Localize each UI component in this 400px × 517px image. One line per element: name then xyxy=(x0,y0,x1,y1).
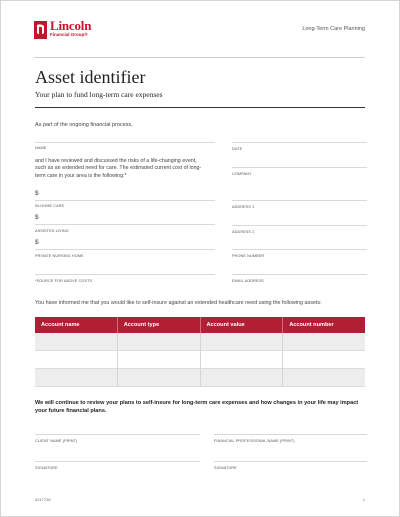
email-label: EMAIL ADDRESS xyxy=(232,279,264,283)
table-cell[interactable] xyxy=(201,369,284,386)
table-row xyxy=(35,333,365,351)
assets-intro-text: You have informed me that you would like to self-insure against an extended healthcare need using the following assets: xyxy=(35,300,322,306)
email-field[interactable] xyxy=(232,274,367,275)
title-divider xyxy=(35,107,365,108)
client-signature-label: SIGNATURE xyxy=(35,466,58,470)
date-field[interactable] xyxy=(232,142,367,143)
page-title: Asset identifier xyxy=(35,67,146,87)
client-name-field[interactable] xyxy=(35,434,200,435)
table-cell[interactable] xyxy=(283,369,365,386)
table-cell[interactable] xyxy=(35,369,118,386)
logo-name: Lincoln xyxy=(50,18,92,33)
table-cell[interactable] xyxy=(118,333,201,350)
professional-signature-field[interactable] xyxy=(214,461,367,462)
in-home-care-label: IN-HOME CARE xyxy=(35,204,65,208)
column-header-account-number: Account number xyxy=(289,322,334,328)
company-field[interactable] xyxy=(232,167,367,168)
table-cell[interactable] xyxy=(118,369,201,386)
address1-label: ADDRESS 1 xyxy=(232,205,255,209)
page-number: 1 xyxy=(362,497,365,502)
intro-text: As part of the ongoing financial process, xyxy=(35,122,133,128)
lincoln-logo xyxy=(34,20,91,39)
table-row xyxy=(35,351,365,369)
assisted-living-label: ASSISTED LIVING xyxy=(35,229,69,233)
in-home-care-field[interactable] xyxy=(35,200,215,201)
column-header-account-type: Account type xyxy=(118,317,201,333)
table-cell[interactable] xyxy=(201,351,284,368)
professional-name-field[interactable] xyxy=(214,434,367,435)
table-cell[interactable] xyxy=(118,351,201,368)
nursing-dollar-sign: $ xyxy=(35,239,39,246)
header-divider xyxy=(34,57,365,58)
table-cell[interactable] xyxy=(283,351,365,368)
form-code: 4217726 xyxy=(35,497,51,502)
assets-table xyxy=(35,317,365,387)
source-label: *SOURCE FOR ABOVE COSTS xyxy=(35,279,93,283)
address2-label: ADDRESS 2 xyxy=(232,230,255,234)
professional-name-label: FINANCIAL PROFESSIONAL NAME (PRINT) xyxy=(214,439,295,443)
professional-signature-label: SIGNATURE xyxy=(214,466,237,470)
date-label: DATE xyxy=(232,147,243,151)
name-label: NAME xyxy=(35,146,47,150)
column-header-account-name: Account name xyxy=(35,317,118,333)
in-home-dollar-sign: $ xyxy=(35,190,39,197)
source-field[interactable] xyxy=(35,274,215,275)
lincoln-logo-icon xyxy=(34,21,47,39)
client-signature-field[interactable] xyxy=(35,461,200,462)
phone-label: PHONE NUMBER xyxy=(232,254,265,258)
table-row xyxy=(35,369,365,387)
logo-subtitle: Financial Group® xyxy=(50,32,88,37)
page-subtitle: Your plan to fund long-term care expenses xyxy=(35,90,163,99)
nursing-home-label: PRIVATE NURSING HOME xyxy=(35,254,84,258)
table-cell[interactable] xyxy=(201,333,284,350)
table-cell[interactable] xyxy=(35,333,118,350)
address2-field[interactable] xyxy=(232,225,367,226)
address1-field[interactable] xyxy=(232,200,367,201)
review-note: We will continue to review your plans to self-insure for long-term care expenses and how changes in your life may impact your future financial plans. xyxy=(35,400,359,414)
header-category: Long-Term Care Planning xyxy=(302,26,365,32)
assisted-living-field[interactable] xyxy=(35,224,215,225)
assisted-dollar-sign: $ xyxy=(35,214,39,221)
name-field[interactable] xyxy=(35,142,215,143)
risk-paragraph: and I have reviewed and discussed the risks of a life-changing event, such as an extended need for care. The estimated current cost of long-term care in your area is the following:* xyxy=(35,158,202,179)
company-label: COMPANY xyxy=(232,172,252,176)
table-header-row xyxy=(35,317,365,333)
nursing-home-field[interactable] xyxy=(35,249,215,250)
table-cell[interactable] xyxy=(35,351,118,368)
column-header-account-value: Account value xyxy=(201,317,284,333)
phone-field[interactable] xyxy=(232,249,367,250)
client-name-label: CLIENT NAME (PRINT) xyxy=(35,439,78,443)
table-cell[interactable] xyxy=(283,333,365,350)
